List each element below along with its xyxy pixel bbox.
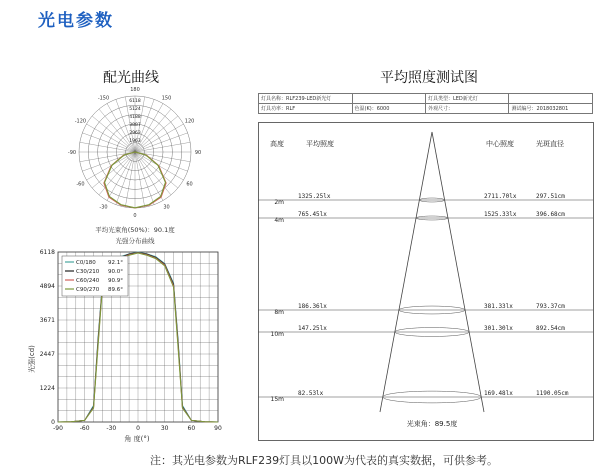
y-tick-label: 1224	[39, 384, 55, 392]
polar-radial-label: 3887	[129, 123, 141, 128]
row-center: 2711.70lx	[484, 193, 517, 200]
row-height: 2m	[274, 199, 284, 206]
x-axis-label: 角 度(°)	[124, 435, 150, 443]
polar-radial-label: 5124	[129, 107, 141, 112]
light-distribution-heading: 配光曲线	[103, 70, 159, 86]
row-avg: 147.25lx	[298, 325, 327, 332]
polar-radial-label: 4188	[129, 115, 141, 120]
lamp-info-table	[258, 93, 593, 114]
x-tick-label: -30	[106, 425, 117, 432]
polar-caption: 平均光束角(50%)：90.1度	[95, 226, 175, 234]
beam-left-edge	[380, 132, 432, 412]
legend-value: 90.0°	[108, 269, 123, 275]
height-header: 高度	[270, 140, 284, 148]
legend-label: C0/180	[76, 260, 96, 266]
y-tick-label: 4894	[39, 283, 55, 291]
info-cell: 色温(K)：6000	[352, 104, 425, 114]
cartesian-chart	[18, 244, 222, 444]
center-header: 中心照度	[486, 140, 514, 148]
polar-angle-label: 120	[184, 118, 195, 125]
row-diameter: 1190.05cm	[536, 390, 569, 397]
info-cell: 灯具名称：RLF239-LED新光灯	[259, 94, 353, 104]
row-avg: 1325.25lx	[298, 193, 331, 200]
row-height: 4m	[274, 217, 284, 224]
row-diameter: 297.51cm	[536, 193, 565, 200]
polar-angle-label: 180	[130, 87, 140, 93]
row-diameter: 793.37cm	[536, 303, 565, 310]
row-center: 1525.33lx	[484, 211, 517, 218]
legend-value: 90.9°	[108, 278, 123, 284]
row-avg: 186.36lx	[298, 303, 327, 310]
polar-angle-label: -60	[76, 181, 85, 188]
x-tick-label: -90	[53, 425, 63, 432]
polar-angle-label: 90	[194, 150, 202, 156]
x-tick-label: 30	[160, 425, 169, 432]
info-cell	[352, 94, 425, 104]
y-tick-label: 3671	[39, 316, 55, 324]
row-avg: 765.45lx	[298, 211, 327, 218]
page-title: 光电参数	[38, 11, 114, 31]
x-tick-label: 90	[214, 425, 222, 432]
polar-chart	[67, 87, 202, 246]
legend-value: 89.6°	[108, 287, 123, 293]
info-cell	[509, 94, 593, 104]
row-height: 8m	[274, 309, 284, 316]
x-tick-label: -60	[79, 425, 90, 432]
polar-angle-label: 0	[133, 213, 137, 219]
info-cell: 外观尺寸：	[425, 104, 509, 114]
row-diameter: 396.68cm	[536, 211, 565, 218]
diameter-header: 光斑直径	[536, 140, 564, 148]
polar-angle-label: -150	[97, 95, 110, 102]
row-diameter: 892.54cm	[536, 325, 565, 332]
polar-angle-label: -30	[99, 204, 108, 211]
legend-label: C30/210	[76, 269, 100, 275]
y-axis-label: 光强(cd)	[28, 345, 36, 373]
x-tick-label: 60	[187, 425, 196, 432]
beam-angle-label: 光束角：89.5度	[406, 420, 458, 428]
polar-angle-label: 150	[161, 95, 172, 102]
polar-radial-label: 6118	[129, 99, 141, 104]
illuminance-test-heading: 平均照度测试图	[380, 70, 478, 86]
info-cell: 灯具类型：LED新光灯	[425, 94, 509, 104]
polar-angle-label: 60	[186, 181, 193, 188]
polar-angle-label: 30	[163, 204, 170, 211]
polar-subcaption: 光强分布曲线	[115, 237, 155, 245]
legend-value: 92.1°	[108, 260, 123, 266]
polar-angle-label: -120	[74, 118, 87, 125]
footnote: 注：其光电参数为RLF239灯具以100W为代表的真实数据，可供参考。	[150, 454, 498, 467]
row-center: 169.48lx	[484, 390, 513, 397]
x-tick-label: 0	[136, 425, 140, 432]
row-height: 10m	[270, 331, 284, 338]
info-cell: 测试编号：2018032801	[509, 104, 593, 114]
beam-right-edge	[432, 132, 484, 412]
illuminance-diagram	[258, 122, 594, 442]
y-tick-label: 2447	[39, 351, 55, 359]
row-avg: 82.53lx	[298, 390, 324, 397]
row-center: 381.33lx	[484, 303, 513, 310]
cartesian-legend	[62, 256, 128, 296]
illuminance-rows	[258, 193, 593, 403]
y-tick-label: 0	[51, 419, 55, 426]
row-height: 15m	[270, 396, 284, 403]
polar-radial-label: 1963	[129, 139, 141, 144]
avg-header: 平均照度	[306, 140, 334, 148]
row-center: 301.30lx	[484, 325, 513, 332]
info-cell: 灯具功率：RLF	[259, 104, 353, 114]
legend-label: C60/240	[76, 278, 100, 284]
legend-label: C90/270	[76, 287, 100, 293]
y-tick-label: 6118	[39, 249, 55, 256]
polar-angle-label: -90	[67, 150, 77, 156]
polar-radial-label: 2963	[129, 131, 141, 136]
